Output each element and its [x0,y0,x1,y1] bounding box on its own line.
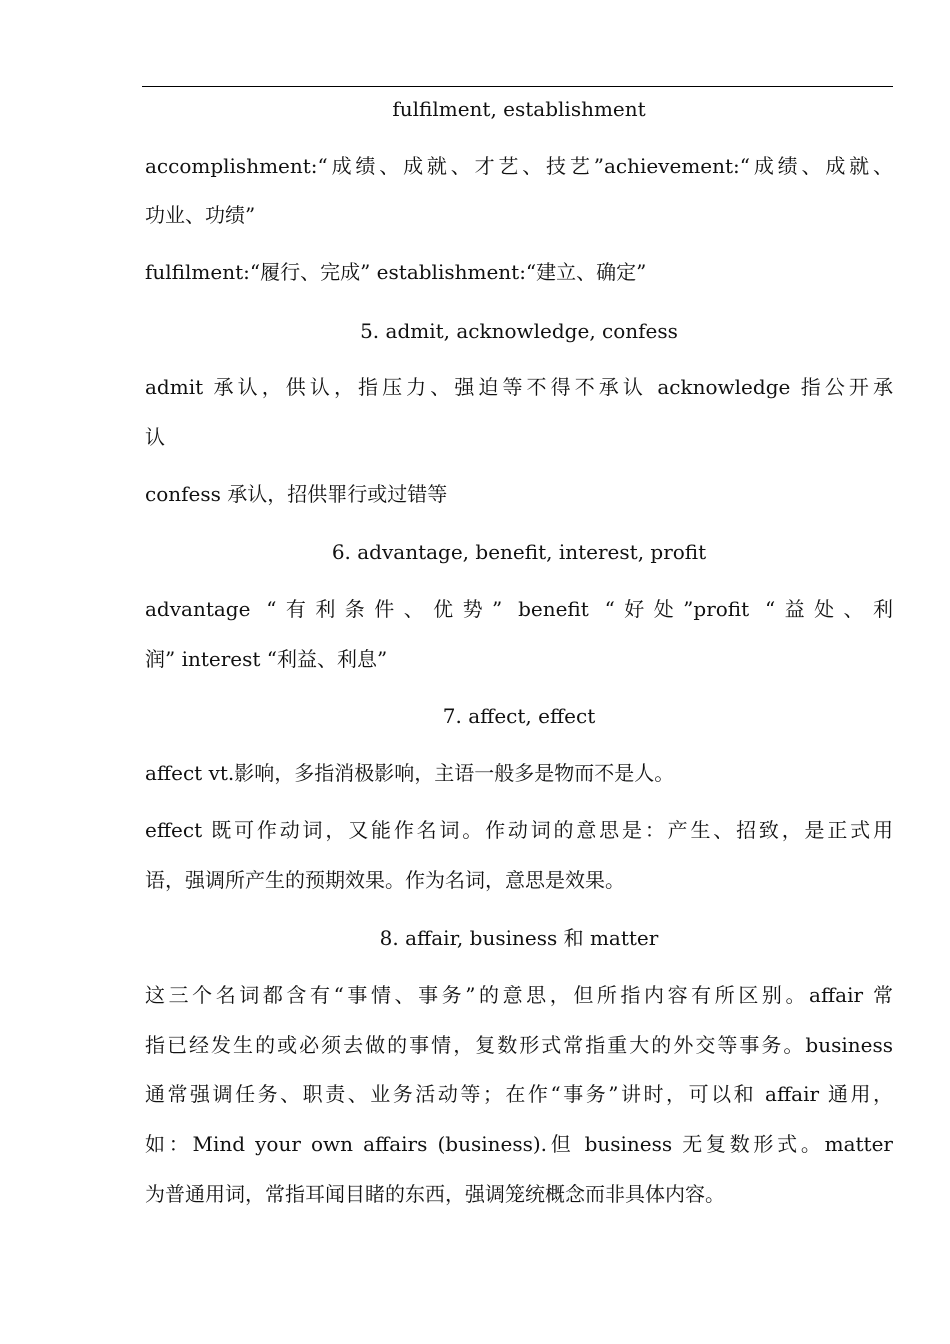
paragraph-line: 指已经发生的或必须去做的事情，复数形式常指重大的外交等事务。business [145,1033,893,1057]
paragraph-line: affect vt.影响，多指消极影响，主语一般多是物而不是人。 [145,761,675,785]
paragraph-line: 为普通用词，常指耳闻目睹的东西，强调笼统概念而非具体内容。 [145,1182,725,1206]
paragraph-line: advantage “有利条件、优势” benefit “好处”profit “益处、利 [145,597,893,621]
section-heading-8: 8. affair, business 和 matter [379,926,659,950]
paragraph-line: 语，强调所产生的预期效果。作为名词，意思是效果。 [145,868,625,892]
section-heading-5: 5. admit, acknowledge, confess [360,319,678,343]
paragraph-line: confess 承认，招供罪行或过错等 [145,482,448,506]
section-heading-4: fulfilment, establishment [392,97,646,121]
section-heading-6: 6. advantage, benefit, interest, profit [331,540,707,564]
paragraph-line: accomplishment:“成绩、成就、才艺、技艺”achievement:“成绩、成就、 [145,154,893,178]
paragraph-line: 通常强调任务、职责、业务活动等；在作“事务”讲时，可以和 affair 通用， [145,1082,893,1106]
header-rule [142,86,893,87]
paragraph-line: 如：Mind your own affairs (business).但 business 无复数形式。matter [145,1132,893,1156]
paragraph-line: 润” interest “利益、利息” [145,647,388,671]
paragraph-line: 认 [145,425,165,449]
paragraph-line: effect 既可作动词，又能作名词。作动词的意思是：产生、招致，是正式用 [145,818,893,842]
paragraph-line: fulfilment:“履行、完成” establishment:“建立、确定” [145,260,647,284]
section-heading-7: 7. affect, effect [442,704,596,728]
paragraph-line: 这三个名词都含有“事情、事务”的意思，但所指内容有所区别。affair 常 [145,983,893,1007]
paragraph-line: 功业、功绩” [145,203,256,227]
paragraph-line: admit 承认，供认，指压力、强迫等不得不承认 acknowledge 指公开承 [145,375,893,399]
